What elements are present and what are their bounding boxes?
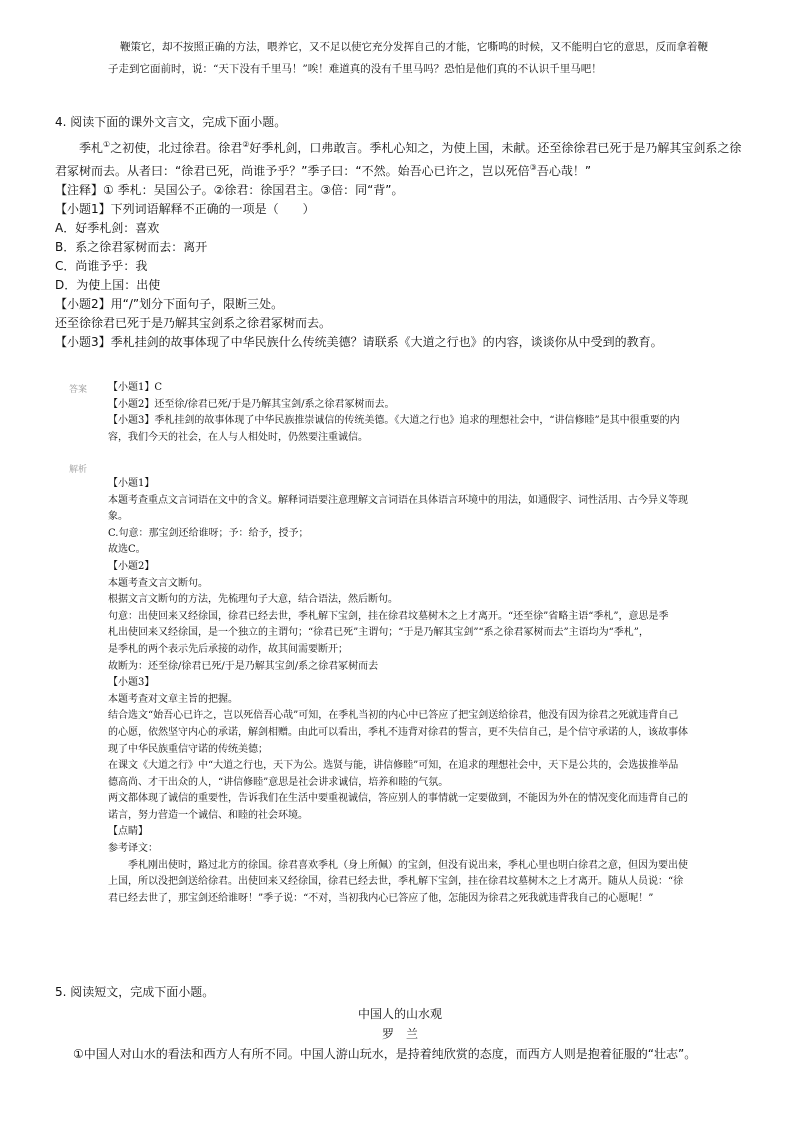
- q5-article-title: 中国人的山水观: [357, 1007, 442, 1021]
- note-marker-3: ③: [529, 163, 537, 172]
- note-marker-2: ②: [242, 140, 250, 149]
- analysis-label: 解析: [69, 465, 88, 475]
- previous-translation-line2: 子走到它面前时，说：“天下没有千里马！”唉！难道真的没有千里马吗？恐怕是他们真的不认识千里马吧！: [108, 63, 602, 75]
- question-5: [55, 982, 745, 1064]
- option-c: C．尚谁予乎：我: [55, 259, 148, 273]
- analysis-line: 两文都体现了诚信的重要性，告诉我们在生活中要重视诚信，答应别人的事情就一定要做到，不能因为外在的情况变化而违背自己的: [108, 793, 688, 805]
- q4-heading: 4. 阅读下面的课外文言文，完成下面小题。: [55, 115, 287, 129]
- q4-subquestion-1: 【小题1】下列词语解释不正确的一项是（ ）: [55, 202, 315, 216]
- previous-translation-line1: 鞭策它，却不按照正确的方法，喂养它，又不足以使它充分发挥自己的才能，它嘶鸣的时候，又不能明白它的意思，反而拿着鞭: [120, 41, 708, 53]
- translation-line1: 季札刚出使时，路过北方的徐国。徐君喜欢季札（身上所佩）的宝剑，但没有说出来，季札心里也明白徐君之意，但因为要出使: [128, 859, 688, 871]
- answer-2: 【小题2】还至徐/徐君已死/于是乃解其宝剑/系之徐君冢树而去。: [108, 398, 395, 410]
- analysis-line: 象。: [108, 511, 128, 523]
- analysis-line: 根据文言文断句的方法，先梳理句子大意，结合语法，然后断句。: [108, 594, 398, 606]
- analysis-line: 现了中华民族重信守诺的传统美德；: [108, 743, 268, 755]
- analysis-line: 【小题2】: [108, 560, 155, 572]
- analysis-line: C.句意：那宝剑还给谁呀；予：给予，授予；: [108, 527, 309, 539]
- option-d: D．为使上国：出使: [55, 278, 161, 292]
- q5-article-author: 罗 兰: [381, 1027, 418, 1041]
- answer-block: [108, 380, 748, 446]
- question-4: [55, 113, 745, 352]
- analysis-line: 德高尚、才干出众的人，“讲信修睦”意思是社会讲求诚信，培养和睦的气氛。: [108, 776, 449, 788]
- analysis-lines: [108, 476, 748, 858]
- translation-line2: 上国，所以没把剑送给徐君。出使回来又经徐国，徐君已经去世，季札解下宝剑，挂在徐君坟墓树木之上才离开。随从人员说：“徐: [108, 876, 684, 888]
- analysis-line: 结合选文“始吾心已许之，岂以死倍吾心哉”可知，在季札当初的内心中已答应了把宝剑送给徐君，他没有因为徐君之死就违背自己: [108, 710, 679, 722]
- emphasis-dot-char: 使: [88, 278, 101, 292]
- answer-3-line1: 【小题3】季札挂剑的故事体现了中华民族推崇诚信的传统美德。《大道之行也》追求的理想社会中，“讲信修睦”是其中很重要的内: [108, 415, 680, 426]
- analysis-line: 句意：出使回来又经徐国，徐君已经去世，季札解下宝剑，挂在徐君坟墓树木之上才离开。“还至徐”省略主语“季札”，意思是季: [108, 610, 669, 622]
- q4-passage: 季札①之初使，北过徐君。徐君②好季札剑，口弗敢言。季札心知之，为使上国，未献。还至徐徐君已死于是乃解其宝剑系之徐君冢树而去。从者曰：“徐君已死，尚谁予乎？”季子曰：“不然。始吾心已许之，岂以死倍③吾心哉！”: [55, 140, 742, 178]
- q4-notes: 【注释】① 季札：吴国公子。②徐君：徐国君主。③倍：同“背”。: [55, 183, 404, 197]
- analysis-line: 在课文《大道之行》中“大道之行也，天下为公。选贤与能，讲信修睦”可知，在追求的理想社会中，天下是公共的，会选拔推举品: [108, 760, 679, 772]
- analysis-line: 札出使回来又经徐国，是一个独立的主谓句；“徐君已死”主谓句；“于是乃解其宝剑”“系之徐君冢树而去”主语均为“季札”，: [108, 627, 649, 639]
- option-a: A．好季札剑：喜欢: [55, 221, 160, 235]
- answer-1: 【小题1】C: [108, 382, 163, 393]
- analysis-line: 是季札的两个表示先后承接的动作，故其间需要断开；: [108, 643, 348, 655]
- analysis-line: 故断为：还至徐/徐君已死/于是乃解其宝剑/系之徐君冢树而去: [108, 660, 379, 672]
- analysis-line: 本题考查重点文言词语在文中的含义。解释词语要注意理解文言词语在具体语言环境中的用法，如通假字、词性活用、古今异义等现: [108, 494, 688, 506]
- analysis-line: 本题考查对文章主旨的把握。: [108, 693, 238, 705]
- analysis-line: 诺言，努力营造一个诚信、和睦的社会环境。: [108, 809, 308, 821]
- analysis-line: 【点睛】: [108, 826, 148, 838]
- q5-heading: 5. 阅读短文，完成下面小题。: [55, 985, 215, 999]
- q4-subquestion-2: 【小题2】用“/”划分下面句子，限断三处。: [55, 297, 284, 311]
- q5-paragraph-1: ①中国人对山水的看法和西方人有所不同。中国人游山玩水，是持着纯欣赏的态度，而西方人则是抱着征服的“壮志”。: [73, 1047, 697, 1061]
- answer-3-line2: 容，我们今天的社会，在人与人相处时，仍然要注重诚信。: [108, 431, 368, 443]
- answer-label: 答案: [69, 385, 88, 395]
- analysis-line: 参考译文：: [108, 843, 158, 855]
- note-marker-1: ①: [103, 140, 111, 149]
- analysis-line: 【小题1】: [108, 478, 155, 489]
- analysis-block: [108, 476, 748, 907]
- emphasis-dot-char: 好: [75, 221, 88, 235]
- emphasis-dot-char: 予: [99, 259, 112, 273]
- analysis-line: 【小题3】: [108, 677, 155, 689]
- q4-sentence-to-split: 还至徐徐君已死于是乃解其宝剑系之徐君冢树而去。: [55, 316, 332, 330]
- translation-line3: 君已经去世了，那宝剑还给谁呀！”季子说：“不对，当初我内心已答应了他，怎能因为徐君之死我就违背我自己的心愿呢！”: [108, 892, 654, 904]
- q4-subquestion-3: 【小题3】季札挂剑的故事体现了中华民族什么传统美德？请联系《大道之行也》的内容，谈谈你从中受到的教育。: [55, 335, 663, 349]
- emphasis-dot-char: 去: [159, 240, 172, 254]
- previous-translation: [108, 36, 748, 80]
- analysis-line: 的心愿，依然坚守内心的承诺，解剑相赠。由此可以看出，季札不违背对徐君的誓言，更不失信自己，是个信守承诺的人，该故事体: [108, 726, 688, 738]
- option-b: B．系之徐君冢树而去：离开: [55, 240, 208, 254]
- analysis-line: 本题考查文言文断句。: [108, 577, 208, 589]
- analysis-line: 故选C。: [108, 544, 146, 556]
